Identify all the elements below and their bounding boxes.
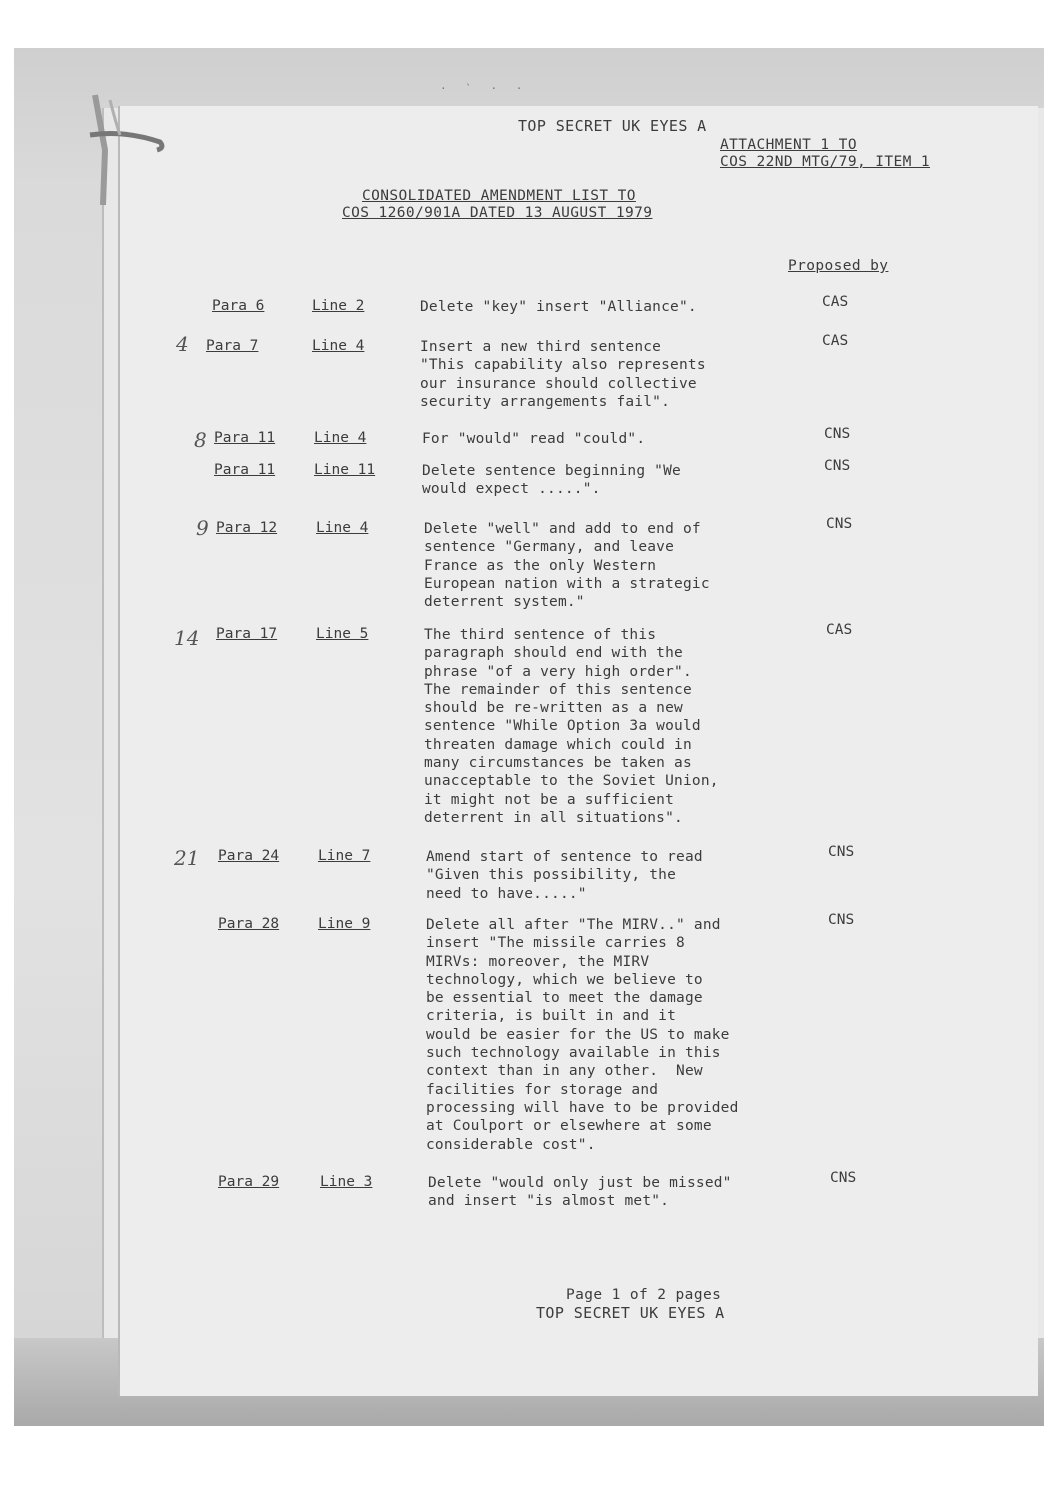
proposed-by: CAS bbox=[826, 622, 853, 638]
proposed-by: CNS bbox=[824, 458, 851, 474]
line-reference: Line 5 bbox=[316, 626, 369, 642]
line-reference: Line 4 bbox=[314, 430, 367, 446]
proposed-by: CNS bbox=[828, 844, 855, 860]
line-reference: Line 9 bbox=[318, 916, 371, 932]
line-reference: Line 7 bbox=[318, 848, 371, 864]
amendment-text: The third sentence of this paragraph should end with the phrase "of a very high order". The remainder of this sentence should be re-written as a new sentence "While Option 3a would threaten damage which could in many circumstances be taken as unacceptable to the Soviet Union, it might not be a sufficient deterrent in all situations". bbox=[424, 627, 719, 826]
amendment-text: Delete all after "The MIRV.." and insert "The missile carries 8 MIRVs: moreover, the MIRV technology, which we believe to be essential to meet the damage criteria, is built in and it would be easier for the US to make such technology available in this context than in any other. New facilities for storage and processing will have to be provided at Coulport or elsewhere at some considerable cost". bbox=[426, 917, 739, 1153]
handwritten-annotation: 9 bbox=[196, 516, 209, 540]
line-reference: Line 4 bbox=[316, 520, 369, 536]
para-reference: Para 12 bbox=[216, 520, 278, 536]
amendment-text: Delete "well" and add to end of sentence "Germany, and leave France as the only Western European nation with a strategic deterrent system." bbox=[424, 521, 710, 611]
proposed-by: CNS bbox=[830, 1170, 857, 1186]
para-reference: Para 6 bbox=[212, 298, 265, 314]
document-title-line1: CONSOLIDATED AMENDMENT LIST TO bbox=[362, 188, 636, 204]
proposed-by: CAS bbox=[822, 333, 849, 349]
line-reference: Line 4 bbox=[312, 338, 365, 354]
amendment-text: Insert a new third sentence "This capability also represents our insurance should collective security arrangements fail". bbox=[420, 339, 706, 410]
proposed-by-column-header: Proposed by bbox=[788, 258, 889, 274]
para-reference: Para 11 bbox=[214, 430, 276, 446]
amendment-text: Delete "would only just be missed" and insert "is almost met". bbox=[428, 1175, 732, 1210]
proposed-by: CNS bbox=[828, 912, 855, 928]
treasury-tag-icon bbox=[85, 90, 195, 210]
stray-marks: · ` · · bbox=[440, 82, 529, 95]
line-reference: Line 2 bbox=[312, 298, 365, 314]
para-reference: Para 28 bbox=[218, 916, 280, 932]
header-classification: TOP SECRET UK EYES A bbox=[518, 117, 707, 135]
page-number: Page 1 of 2 pages bbox=[566, 1287, 722, 1303]
amendment-text: Delete sentence beginning "We would expect .....". bbox=[422, 463, 681, 498]
amendment-text: Amend start of sentence to read "Given this possibility, the need to have....." bbox=[426, 849, 703, 902]
para-reference: Para 17 bbox=[216, 626, 278, 642]
proposed-by: CAS bbox=[822, 294, 849, 310]
handwritten-annotation: 4 bbox=[176, 332, 189, 356]
para-reference: Para 29 bbox=[218, 1174, 280, 1190]
attachment-reference-line1: ATTACHMENT 1 TO bbox=[720, 137, 857, 153]
amendment-text: Delete "key" insert "Alliance". bbox=[420, 299, 697, 315]
para-reference: Para 7 bbox=[206, 338, 259, 354]
line-reference: Line 3 bbox=[320, 1174, 373, 1190]
handwritten-annotation: 8 bbox=[194, 428, 207, 452]
attachment-reference-line2: COS 22ND MTG/79, ITEM 1 bbox=[720, 154, 930, 170]
proposed-by: CNS bbox=[824, 426, 851, 442]
line-reference: Line 11 bbox=[314, 462, 376, 478]
amendment-text: For "would" read "could". bbox=[422, 431, 646, 447]
para-reference: Para 24 bbox=[218, 848, 280, 864]
proposed-by: CNS bbox=[826, 516, 853, 532]
handwritten-annotation: 21 bbox=[174, 846, 200, 870]
footer-classification: TOP SECRET UK EYES A bbox=[536, 1304, 725, 1322]
handwritten-annotation: 14 bbox=[174, 626, 200, 650]
document-title-line2: COS 1260/901A DATED 13 AUGUST 1979 bbox=[342, 205, 653, 221]
para-reference: Para 11 bbox=[214, 462, 276, 478]
